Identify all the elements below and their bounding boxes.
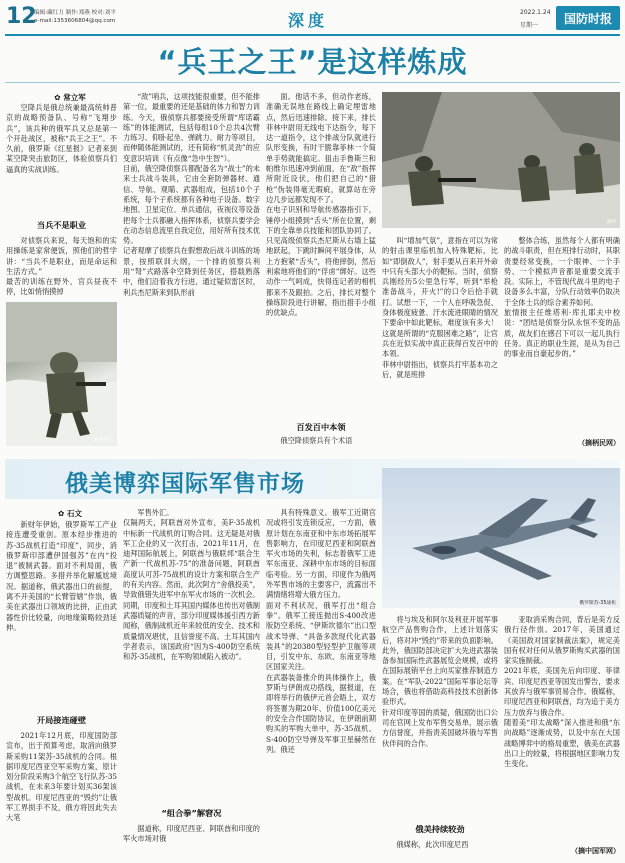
article2-col2-text-b: 据道称，印度尼西亚、阿联酋和印度的军火市场对俄 <box>123 824 260 844</box>
article2-col5-text: 亚取消采购合同，背后是美方反俄行径作祟。2017年，美国通过《美国敌对国家制裁法案》，规定美国有权对任何从俄罗斯购买武器的国家实施制裁。 2021年底，美国先后向印度、菲律宾、印度尼西亚等国发出警告，要求其放弃与俄军事贸易合作。俄媒称，印度尼西亚和阿联酋，均为追于美方压力放弃与俄合作。 随着美“印太战略”深入推进和俄“东向战略”逐渐成势，以及中东在大国战略博弈中的格局重塑，俄美在武器出口上的较量，将根据地区影响力发生变化。 <box>504 615 620 769</box>
article1-subhead1: 当兵不是职业 <box>36 220 87 230</box>
article2-source: （摘中国军网） <box>571 847 620 855</box>
article2-col4-text: 将与埃及和阿尔及利亚开展军事航空产品售购合作，上述计划落实后，将对冲“毁约”带来的负面影响。此外，俄国防部决定扩大先进武器装备参加国际性武器展览会规模，或将在国际展销平台上向买家推荐制造方案。在“军队-2022”国际军事论坛等场合，俄也将借助高科技技术创新体验形式。 针对印度等国的质疑，俄国防出口公司在官网上发布军售交易单，展示俄方信誉度，并指责美国破坏俄与军售伙伴间的合作。 <box>382 615 498 748</box>
editor-credits: 编辑:藏红力 制作:郑燕 校对:刘平 <box>34 10 116 16</box>
masthead-logo <box>556 6 620 30</box>
article1-col3-text-b: 俄空降侦察兵有个术语 <box>280 436 353 445</box>
photo2-caption: 调停 <box>606 220 616 225</box>
photo-forest-patrol <box>382 92 620 228</box>
masthead-text: 国防时报 <box>563 11 612 26</box>
issue-weekday: 星期一 <box>520 22 539 29</box>
page-number: 12 <box>6 4 37 29</box>
article1-col1-text-b: 对侦察兵来说，每天饱和的实用操练是家常便饭，照他们的哲学讲：“当兵不是职业，而是命运和生活方式。” 最苦的训练在野外，官兵昼夜不停，比如悄悄摸掉 <box>6 236 117 297</box>
section-label: 深度 <box>288 11 329 30</box>
article1-col3-text: 面。他话不多，但动作老练，准确无误地在路线上确定埋雷地点，然后迅速排除。接下来，排长菲林中尉用无线电下达指令，每下达一道指令，这个排战分队就进行队形变换，有时干脆靠菲林一个简单手势就能搞定。狙击手鲁斯兰和帕维尔迅速冲到前面，在“敌”指挥所附近设伏，他们把自己的“猎枪”伪装得毫无瑕疵，就算站在旁边几步远都发现不了。 在电子识别和导航传感器指引下，锤停小组摸到“舌头”所在位置，剩下的全靠单兵技能和团队协同了。只见高级侦察兵杰尼斯从右墙上猛地跃起，下跳时瞬间平展身体，从上方抱紧“舌头”，将他摔倒，然后利索地将他们的“俘虏”绑好。这些动作一气呵成，快得连记者的相机都来不及跟拍。之后，排长对整个操练阶段进行讲解，指出措手小组的优缺点。 <box>266 92 376 318</box>
article1-col1-text: 空降兵是俄总统兼最高统帅普京的战略预备队、号称“飞翔步兵”，该兵种的俄军兵又总是第一个开赴战区，被称“兵王之王”。不久前，俄罗斯《红星报》记者来到某空降突击旅防区，体验侦察兵们逼真的实战训练。 <box>6 103 117 174</box>
patrol-illustration <box>382 92 620 228</box>
article2-col1-text-b: 2021年12月底，印度国防部宣布，出于预算考虑，取消向俄罗斯采购11架苏-35战机的合同。根据印度尼西亚空军采购方案，原计划分阶段采购3个航空飞行队苏-35战机，在未来3年要计划买36架该型战机。印度尼西亚的“毁约”让俄军工界损手不及，俄方将因此失去大笔 <box>6 731 117 823</box>
photo1-caption: 敌敌伟员 <box>93 438 113 443</box>
photo-su35-jet <box>382 468 620 608</box>
contact-email: e-mail:1353606804@qq.com <box>34 18 116 24</box>
author-marker-icon: ✿ <box>58 509 67 518</box>
headline-divider <box>5 82 620 83</box>
photo3-caption: 俄罗斯苏-35战机 <box>579 601 616 606</box>
jet-illustration <box>382 468 620 608</box>
soldier-snow-illustration <box>6 302 117 446</box>
article2-col4-text-b: 俄媒称，此次印度尼西 <box>396 840 469 849</box>
header-rule <box>5 34 620 36</box>
issue-date: 2022.1.24 <box>520 9 551 16</box>
article2-subhead1: 开局接连碰壁 <box>36 715 87 725</box>
article2-col1-text: 新财年伊始，俄罗斯军工产业接连遭受重创。原本经步推进的苏-35战机打造“印度”，同步，消俄罗斯印部遭伊国强苏”在内“投退”被制武器。面对不利局面，俄方调整思路。多措并举化解尴尬境况。据道称，俄武器出口的前提，离不开美国的“长臂管辖”作祟，俄美在武器出口领域的比拼，正由武器性价比较量，向地缘策略较劲延伸。 <box>6 520 117 632</box>
article2-col3-text: 具有特殊意义。俄军工近期官况或将引发连锁反应，一方面，俄原计划在东南亚和中东市场拓展军售影响力，在印度尼西亚和阿联酋军火市场的失利，标志着俄军工进军东南亚、深耕中东市场的目标面临考验。另一方面，印度作为俄两外军售市场的主要客户，流露出不满情绪将增大俄方压力。 面对不利状况，俄军打出“组合拳”。俄军工接连抛出S-400改进版防空系统、“伊斯坎德尔”出口型战术导弹、“具备多款现代化武器装具”的20380型轻型护卫舰等项目，引发中东、东欧、东南亚等地区国家关注。 在武器装备推介的具体操作上，俄罗斯与伊朗成功搭线，据报道，在即将举行的俄伊元首会晤上，双方将签署为期20年、价值100亿美元的安全合作国防协议，在伊朗前期购买的军购大单中，苏-35战机、S-400防空导弹及军事卫星赫然在列。俄还 <box>266 508 376 754</box>
article1-col5-text: 整体合练，虽然每个人都有明确的战斗职责，但在班排行动时，其职责要经常变换，一个眼神、一个手势、一个模拟声音都是重要交流手段。实际上，不管现代战斗里的电子设备多么丰富，分队行动效率仍取决于全体士兵的综合素养如何。 旅情报主任维塔利·库扎耶夫中校说：“团结是侦察分队永恒不变的品质，战友们在感召下可以一起儿执行任务。真正的职业生涯，是从为自己的事业而自豪起步的。” <box>504 236 620 359</box>
author-marker-icon: ✿ <box>54 93 64 102</box>
article1-col2-text: “敌”哨兵，这项技能很重要，但不能排第一位，最重要的还是基础的体力和智力训练。今天，俄侦察兵都要接受所谓“库诺霸练”的体能测试，包括每组10个总共4次臂力练习、仰卧起坐、弹跳力、耐力等项目，而伸随体能测试的，还有简称“机灵劲”的应变意识培训（有点像“急中生智”）。 目前，俄空降侦察兵都配备名为“战士”的未来士兵战斗装具，它由全套防弹器材、通信、导航、观瞄、武器组成，包括10个子系统，每个子系统都有各种电子设备。数字地图、卫星定位、单兵通信，夜视仪等设备把每个士兵都融入指挥体系，侦察兵要学会在动态信息流里自我定位，用好所有技术优势。 记者观摩了侦察兵在假想敌后战斗训练的场景，按照联训大纲，一个排的侦察兵利用“弩”式路落伞空降到任务区，搭载熟落中，他们沿着我方行进，通过疑似雷区时，利兵杰尼斯来到队形前 <box>123 92 260 297</box>
photo-snow-soldier <box>6 302 117 446</box>
article2-col2-text: 军售外汇。 仅隔两天，阿联酋对外宣布，美F-35战机中标新一代战机的订购合同。这无疑是对俄军工企业的又一次打击，2021年11月，在迪拜国际航展上，阿联酋与俄联邦“联合生产新一代战机苏-75”的准备问题，阿联酋高度认可苏-75战机的设计方案和联合生产的有关内容。然而，此次阿方“舍俄投美”，导致俄错失进军中东军火市场的一次机会。 同期，印度和土耳其国内媒体也传出对俄制武器质疑的声音，部分印度媒体援引西方新闻称，俄制战机近年来较低的安全、技术和质量情况堪忧，且信誉度不高。土耳其国内学者表示，该国政府“因为S-400防空系统和苏-35战机，在军购领域陷入被动”。 <box>123 508 260 662</box>
article1-byline <box>30 92 110 103</box>
article1-source: （摘柄民网） <box>578 439 620 447</box>
article2-byline <box>30 508 110 519</box>
article1-col4-text: 叫“增加气氛”，意指在可以为常的射击课里临机加入特殊靶标，比如“即倒敌人”，射手要从百来开外命中只有头部大小的靶标。当时，侦察兵刚经历5公里急行军，听到“举枪准备战斗，开火!”的口令后拾手就打。试想一下，一个人在呼吸急促、身体极度疲惫、汗水流进眼睛的情况下要命中如此靶标，难度该有多大！这就是所谓的“克服困难之路”，让官兵在近似实战中真正获得百发百中的本领。 菲林中尉指出，侦察兵打牢基本功之后，就是班排 <box>382 236 498 379</box>
article1-headline: “兵王之王”是这样炼成 <box>157 45 468 79</box>
article1-subhead2: 百发百中本领 <box>296 422 346 432</box>
byline-text: 石文 <box>66 509 82 518</box>
article2-subhead2: “组合拳”解窘况 <box>161 808 222 818</box>
article2-headline: 俄美博弈国际军售市场 <box>65 471 305 497</box>
byline-text: 常立军 <box>63 93 86 102</box>
article2-subhead3: 俄美持续较劲 <box>415 824 465 834</box>
